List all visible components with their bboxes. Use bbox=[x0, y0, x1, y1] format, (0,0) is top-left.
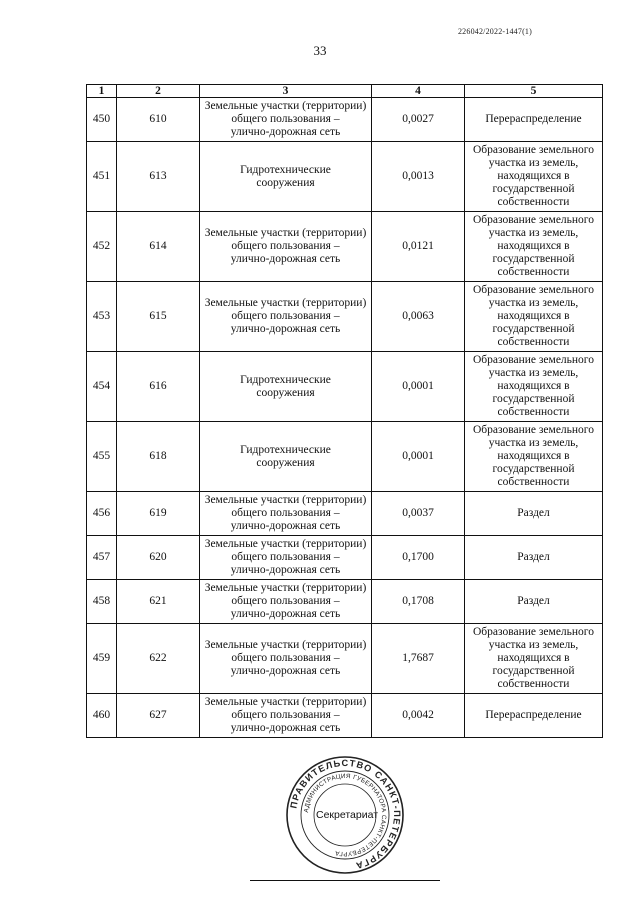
plot-number-cell: 627 bbox=[117, 694, 200, 738]
plot-number-cell: 619 bbox=[117, 492, 200, 536]
purpose-cell: Гидротехнические сооружения bbox=[200, 142, 372, 212]
method-cell: Образование земельного участка из земель, находящихся в государственной собственности bbox=[465, 352, 603, 422]
area-cell: 0,1708 bbox=[372, 580, 465, 624]
purpose-cell: Земельные участки (территории) общего пользования – улично-дорожная сеть bbox=[200, 580, 372, 624]
area-cell: 0,0001 bbox=[372, 422, 465, 492]
area-cell: 0,0042 bbox=[372, 694, 465, 738]
area-cell: 0,0027 bbox=[372, 98, 465, 142]
column-header: 4 bbox=[372, 85, 465, 98]
plot-number-cell: 618 bbox=[117, 422, 200, 492]
row-number-cell: 454 bbox=[87, 352, 117, 422]
area-cell: 0,0037 bbox=[372, 492, 465, 536]
table-row bbox=[87, 492, 603, 536]
plot-number-cell: 610 bbox=[117, 98, 200, 142]
purpose-cell: Гидротехнические сооружения bbox=[200, 352, 372, 422]
purpose-cell: Земельные участки (территории) общего пользования – улично-дорожная сеть bbox=[200, 282, 372, 352]
row-number-cell: 453 bbox=[87, 282, 117, 352]
seal-inner-text: АДМИНИСТРАЦИЯ ГУБЕРНАТОРА САНКТ-ПЕТЕРБУРГА bbox=[303, 772, 388, 858]
method-cell: Образование земельного участка из земель, находящихся в государственной собственности bbox=[465, 422, 603, 492]
row-number-cell: 452 bbox=[87, 212, 117, 282]
table-row bbox=[87, 98, 603, 142]
seal-center-text: Секретариат bbox=[316, 809, 379, 821]
plot-number-cell: 621 bbox=[117, 580, 200, 624]
plot-number-cell: 622 bbox=[117, 624, 200, 694]
land-plots-table bbox=[86, 84, 603, 738]
row-number-cell: 455 bbox=[87, 422, 117, 492]
table-header-row bbox=[87, 85, 603, 98]
purpose-cell: Гидротехнические сооружения bbox=[200, 422, 372, 492]
method-cell: Образование земельного участка из земель, находящихся в государственной собственности bbox=[465, 212, 603, 282]
table-row bbox=[87, 142, 603, 212]
purpose-cell: Земельные участки (территории) общего пользования – улично-дорожная сеть bbox=[200, 492, 372, 536]
area-cell: 0,1700 bbox=[372, 536, 465, 580]
table-row bbox=[87, 536, 603, 580]
page-number: 33 bbox=[313, 43, 327, 58]
plot-number-cell: 613 bbox=[117, 142, 200, 212]
row-number-cell: 459 bbox=[87, 624, 117, 694]
signature-line bbox=[250, 880, 440, 881]
method-cell: Образование земельного участка из земель, находящихся в государственной собственности bbox=[465, 282, 603, 352]
document-id: 226042/2022-1447(1) bbox=[457, 27, 532, 36]
row-number-cell: 451 bbox=[87, 142, 117, 212]
row-number-cell: 456 bbox=[87, 492, 117, 536]
area-cell: 1,7687 bbox=[372, 624, 465, 694]
table-row bbox=[87, 212, 603, 282]
row-number-cell: 450 bbox=[87, 98, 117, 142]
row-number-cell: 458 bbox=[87, 580, 117, 624]
table-row bbox=[87, 624, 603, 694]
method-cell: Перераспределение bbox=[465, 694, 603, 738]
method-cell: Перераспределение bbox=[465, 98, 603, 142]
table-row bbox=[87, 352, 603, 422]
column-header: 5 bbox=[465, 85, 603, 98]
table-row bbox=[87, 694, 603, 738]
method-cell: Образование земельного участка из земель, находящихся в государственной собственности bbox=[465, 624, 603, 694]
method-cell: Раздел bbox=[465, 492, 603, 536]
table-row bbox=[87, 282, 603, 352]
column-header: 1 bbox=[87, 85, 117, 98]
area-cell: 0,0063 bbox=[372, 282, 465, 352]
row-number-cell: 457 bbox=[87, 536, 117, 580]
purpose-cell: Земельные участки (территории) общего пользования – улично-дорожная сеть bbox=[200, 624, 372, 694]
method-cell: Раздел bbox=[465, 536, 603, 580]
row-number-cell: 460 bbox=[87, 694, 117, 738]
area-cell: 0,0121 bbox=[372, 212, 465, 282]
area-cell: 0,0013 bbox=[372, 142, 465, 212]
seal-outer-text: ПРАВИТЕЛЬСТВО САНКТ-ПЕТЕРБУРГА bbox=[288, 757, 403, 871]
purpose-cell: Земельные участки (территории) общего пользования – улично-дорожная сеть bbox=[200, 98, 372, 142]
plot-number-cell: 616 bbox=[117, 352, 200, 422]
table-row bbox=[87, 422, 603, 492]
purpose-cell: Земельные участки (территории) общего пользования – улично-дорожная сеть bbox=[200, 212, 372, 282]
area-cell: 0,0001 bbox=[372, 352, 465, 422]
plot-number-cell: 615 bbox=[117, 282, 200, 352]
method-cell: Раздел bbox=[465, 580, 603, 624]
plot-number-cell: 614 bbox=[117, 212, 200, 282]
plot-number-cell: 620 bbox=[117, 536, 200, 580]
column-header: 3 bbox=[200, 85, 372, 98]
purpose-cell: Земельные участки (территории) общего пользования – улично-дорожная сеть bbox=[200, 694, 372, 738]
table-row bbox=[87, 580, 603, 624]
column-header: 2 bbox=[117, 85, 200, 98]
purpose-cell: Земельные участки (территории) общего пользования – улично-дорожная сеть bbox=[200, 536, 372, 580]
method-cell: Образование земельного участка из земель, находящихся в государственной собственности bbox=[465, 142, 603, 212]
